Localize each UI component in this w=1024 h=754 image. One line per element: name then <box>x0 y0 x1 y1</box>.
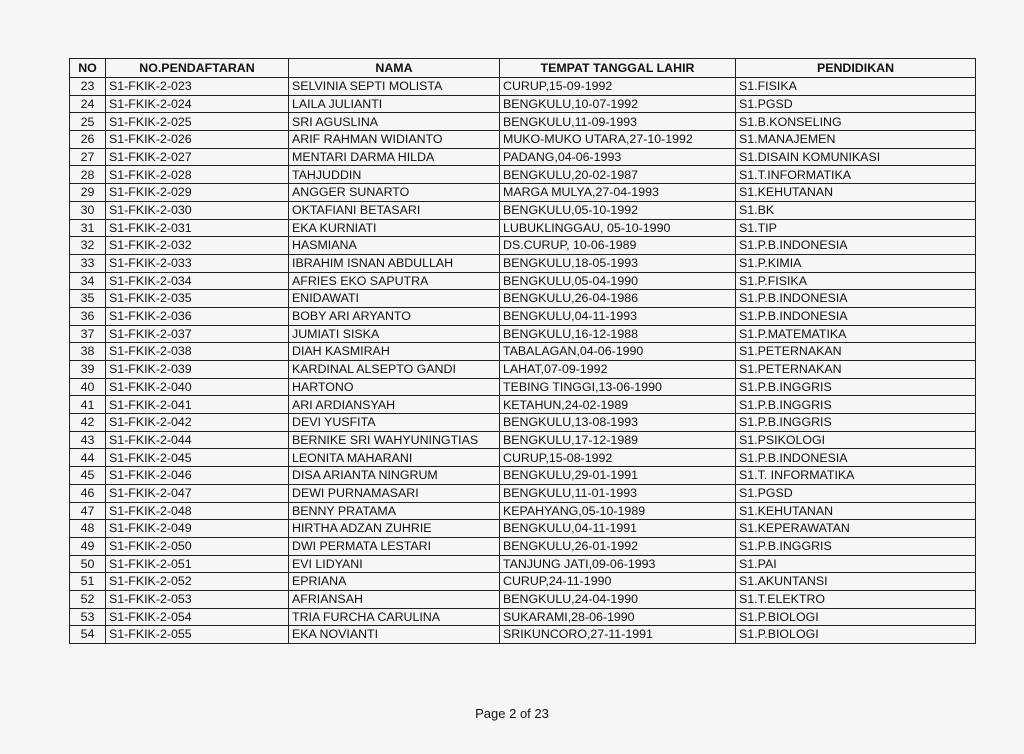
cell-no: 53 <box>70 608 106 626</box>
cell-name: ARI ARDIANSYAH <box>289 396 500 414</box>
cell-no: 27 <box>70 148 106 166</box>
cell-registration-number: S1-FKIK-2-054 <box>106 608 289 626</box>
cell-birth-place-date: BENGKULU,29-01-1991 <box>500 467 736 485</box>
cell-education: S1.AKUNTANSI <box>736 573 976 591</box>
table-row <box>70 502 976 520</box>
cell-registration-number: S1-FKIK-2-036 <box>106 307 289 325</box>
cell-education: S1.P.B.INGGRIS <box>736 378 976 396</box>
cell-name: AFRIANSAH <box>289 590 500 608</box>
cell-birth-place-date: BENGKULU,26-01-1992 <box>500 537 736 555</box>
table-row <box>70 467 976 485</box>
cell-registration-number: S1-FKIK-2-055 <box>106 626 289 644</box>
cell-education: S1.DISAIN KOMUNIKASI <box>736 148 976 166</box>
cell-education: S1.KEHUTANAN <box>736 184 976 202</box>
cell-no: 44 <box>70 449 106 467</box>
header-no: NO <box>70 59 106 78</box>
cell-birth-place-date: BENGKULU,04-11-1993 <box>500 307 736 325</box>
cell-birth-place-date: BENGKULU,13-08-1993 <box>500 414 736 432</box>
cell-education: S1.KEPERAWATAN <box>736 520 976 538</box>
cell-registration-number: S1-FKIK-2-032 <box>106 237 289 255</box>
table-row <box>70 537 976 555</box>
cell-education: S1.P.B.INGGRIS <box>736 414 976 432</box>
cell-birth-place-date: PADANG,04-06-1993 <box>500 148 736 166</box>
cell-registration-number: S1-FKIK-2-024 <box>106 95 289 113</box>
table-row <box>70 378 976 396</box>
cell-education: S1.TIP <box>736 219 976 237</box>
cell-name: TRIA FURCHA CARULINA <box>289 608 500 626</box>
cell-birth-place-date: SUKARAMI,28-06-1990 <box>500 608 736 626</box>
cell-registration-number: S1-FKIK-2-051 <box>106 555 289 573</box>
registration-table <box>69 58 976 644</box>
cell-education: S1.T.ELEKTRO <box>736 590 976 608</box>
cell-name: SELVINIA SEPTI MOLISTA <box>289 78 500 96</box>
table-row <box>70 626 976 644</box>
cell-no: 30 <box>70 201 106 219</box>
table-row <box>70 307 976 325</box>
cell-registration-number: S1-FKIK-2-026 <box>106 131 289 149</box>
cell-no: 36 <box>70 307 106 325</box>
cell-birth-place-date: BENGKULU,04-11-1991 <box>500 520 736 538</box>
cell-registration-number: S1-FKIK-2-033 <box>106 254 289 272</box>
cell-registration-number: S1-FKIK-2-050 <box>106 537 289 555</box>
page-number: Page 2 of 23 <box>475 706 549 721</box>
cell-name: ARIF RAHMAN WIDIANTO <box>289 131 500 149</box>
cell-no: 52 <box>70 590 106 608</box>
table-row <box>70 361 976 379</box>
cell-registration-number: S1-FKIK-2-049 <box>106 520 289 538</box>
table-row <box>70 113 976 131</box>
cell-name: SRI AGUSLINA <box>289 113 500 131</box>
cell-registration-number: S1-FKIK-2-046 <box>106 467 289 485</box>
table-row <box>70 555 976 573</box>
cell-education: S1.BK <box>736 201 976 219</box>
cell-name: EVI LIDYANI <box>289 555 500 573</box>
table-row <box>70 414 976 432</box>
cell-birth-place-date: BENGKULU,16-12-1988 <box>500 325 736 343</box>
cell-registration-number: S1-FKIK-2-040 <box>106 378 289 396</box>
cell-no: 46 <box>70 484 106 502</box>
cell-registration-number: S1-FKIK-2-025 <box>106 113 289 131</box>
cell-education: S1.P.KIMIA <box>736 254 976 272</box>
cell-birth-place-date: BENGKULU,20-02-1987 <box>500 166 736 184</box>
cell-education: S1.PSIKOLOGI <box>736 431 976 449</box>
cell-no: 37 <box>70 325 106 343</box>
cell-birth-place-date: DS.CURUP, 10-06-1989 <box>500 237 736 255</box>
table-row <box>70 166 976 184</box>
table-row <box>70 237 976 255</box>
cell-education: S1.P.B.INGGRIS <box>736 396 976 414</box>
cell-registration-number: S1-FKIK-2-023 <box>106 78 289 96</box>
cell-name: DEWI PURNAMASARI <box>289 484 500 502</box>
table-row <box>70 148 976 166</box>
cell-name: HIRTHA ADZAN ZUHRIE <box>289 520 500 538</box>
cell-no: 26 <box>70 131 106 149</box>
cell-education: S1.P.FISIKA <box>736 272 976 290</box>
cell-name: IBRAHIM ISNAN ABDULLAH <box>289 254 500 272</box>
cell-education: S1.P.BIOLOGI <box>736 626 976 644</box>
header-registration-number: NO.PENDAFTARAN <box>106 59 289 78</box>
cell-name: LEONITA MAHARANI <box>289 449 500 467</box>
cell-birth-place-date: LAHAT,07-09-1992 <box>500 361 736 379</box>
cell-no: 54 <box>70 626 106 644</box>
cell-name: OKTAFIANI BETASARI <box>289 201 500 219</box>
cell-education: S1.P.B.INDONESIA <box>736 237 976 255</box>
cell-name: BERNIKE SRI WAHYUNINGTIAS <box>289 431 500 449</box>
cell-registration-number: S1-FKIK-2-044 <box>106 431 289 449</box>
cell-no: 34 <box>70 272 106 290</box>
cell-registration-number: S1-FKIK-2-027 <box>106 148 289 166</box>
cell-name: TAHJUDDIN <box>289 166 500 184</box>
cell-registration-number: S1-FKIK-2-042 <box>106 414 289 432</box>
table-row <box>70 219 976 237</box>
cell-education: S1.FISIKA <box>736 78 976 96</box>
header-name: NAMA <box>289 59 500 78</box>
cell-name: ENIDAWATI <box>289 290 500 308</box>
table-row <box>70 396 976 414</box>
cell-name: ANGGER SUNARTO <box>289 184 500 202</box>
cell-no: 28 <box>70 166 106 184</box>
cell-education: S1.PETERNAKAN <box>736 361 976 379</box>
cell-education: S1.KEHUTANAN <box>736 502 976 520</box>
cell-education: S1.P.B.INDONESIA <box>736 449 976 467</box>
cell-no: 51 <box>70 573 106 591</box>
cell-no: 48 <box>70 520 106 538</box>
cell-education: S1.T.INFORMATIKA <box>736 166 976 184</box>
cell-birth-place-date: SRIKUNCORO,27-11-1991 <box>500 626 736 644</box>
cell-no: 25 <box>70 113 106 131</box>
cell-name: HASMIANA <box>289 237 500 255</box>
table-row <box>70 590 976 608</box>
cell-education: S1.P.B.INGGRIS <box>736 537 976 555</box>
cell-education: S1.P.MATEMATIKA <box>736 325 976 343</box>
cell-name: HARTONO <box>289 378 500 396</box>
cell-no: 23 <box>70 78 106 96</box>
cell-name: BENNY PRATAMA <box>289 502 500 520</box>
cell-name: DIAH KASMIRAH <box>289 343 500 361</box>
cell-education: S1.B.KONSELING <box>736 113 976 131</box>
cell-education: S1.PGSD <box>736 484 976 502</box>
cell-no: 33 <box>70 254 106 272</box>
cell-birth-place-date: CURUP,15-08-1992 <box>500 449 736 467</box>
cell-education: S1.PETERNAKAN <box>736 343 976 361</box>
cell-registration-number: S1-FKIK-2-030 <box>106 201 289 219</box>
cell-birth-place-date: TANJUNG JATI,09-06-1993 <box>500 555 736 573</box>
cell-no: 41 <box>70 396 106 414</box>
cell-name: EKA KURNIATI <box>289 219 500 237</box>
cell-registration-number: S1-FKIK-2-039 <box>106 361 289 379</box>
cell-birth-place-date: KETAHUN,24-02-1989 <box>500 396 736 414</box>
cell-no: 47 <box>70 502 106 520</box>
cell-registration-number: S1-FKIK-2-029 <box>106 184 289 202</box>
cell-name: DEVI YUSFITA <box>289 414 500 432</box>
cell-education: S1.P.B.INDONESIA <box>736 290 976 308</box>
table-row <box>70 78 976 96</box>
cell-birth-place-date: TABALAGAN,04-06-1990 <box>500 343 736 361</box>
cell-birth-place-date: BENGKULU,10-07-1992 <box>500 95 736 113</box>
cell-name: LAILA JULIANTI <box>289 95 500 113</box>
cell-registration-number: S1-FKIK-2-028 <box>106 166 289 184</box>
cell-registration-number: S1-FKIK-2-045 <box>106 449 289 467</box>
cell-birth-place-date: LUBUKLINGGAU, 05-10-1990 <box>500 219 736 237</box>
cell-name: BOBY ARI ARYANTO <box>289 307 500 325</box>
cell-birth-place-date: CURUP,24-11-1990 <box>500 573 736 591</box>
cell-no: 40 <box>70 378 106 396</box>
table-row <box>70 254 976 272</box>
table-row <box>70 131 976 149</box>
table-row <box>70 343 976 361</box>
table-row <box>70 290 976 308</box>
table-row <box>70 449 976 467</box>
cell-registration-number: S1-FKIK-2-038 <box>106 343 289 361</box>
cell-birth-place-date: BENGKULU,26-04-1986 <box>500 290 736 308</box>
table-row <box>70 520 976 538</box>
cell-education: S1.PGSD <box>736 95 976 113</box>
cell-registration-number: S1-FKIK-2-035 <box>106 290 289 308</box>
header-education: PENDIDIKAN <box>736 59 976 78</box>
table-row <box>70 325 976 343</box>
table-row <box>70 484 976 502</box>
cell-registration-number: S1-FKIK-2-041 <box>106 396 289 414</box>
table-row <box>70 573 976 591</box>
table-row <box>70 272 976 290</box>
cell-birth-place-date: CURUP,15-09-1992 <box>500 78 736 96</box>
cell-registration-number: S1-FKIK-2-048 <box>106 502 289 520</box>
cell-name: EPRIANA <box>289 573 500 591</box>
cell-birth-place-date: BENGKULU,11-01-1993 <box>500 484 736 502</box>
table-body <box>70 78 976 644</box>
cell-birth-place-date: BENGKULU,17-12-1989 <box>500 431 736 449</box>
table-row <box>70 184 976 202</box>
cell-registration-number: S1-FKIK-2-053 <box>106 590 289 608</box>
cell-name: DISA ARIANTA NINGRUM <box>289 467 500 485</box>
cell-birth-place-date: TEBING TINGGI,13-06-1990 <box>500 378 736 396</box>
table-row <box>70 201 976 219</box>
cell-birth-place-date: BENGKULU,11-09-1993 <box>500 113 736 131</box>
cell-birth-place-date: BENGKULU,24-04-1990 <box>500 590 736 608</box>
cell-no: 43 <box>70 431 106 449</box>
cell-no: 29 <box>70 184 106 202</box>
cell-birth-place-date: BENGKULU,05-04-1990 <box>500 272 736 290</box>
cell-no: 45 <box>70 467 106 485</box>
cell-no: 32 <box>70 237 106 255</box>
cell-name: EKA NOVIANTI <box>289 626 500 644</box>
cell-no: 35 <box>70 290 106 308</box>
cell-education: S1.T. INFORMATIKA <box>736 467 976 485</box>
cell-birth-place-date: BENGKULU,05-10-1992 <box>500 201 736 219</box>
cell-education: S1.MANAJEMEN <box>736 131 976 149</box>
cell-no: 38 <box>70 343 106 361</box>
cell-registration-number: S1-FKIK-2-034 <box>106 272 289 290</box>
cell-no: 39 <box>70 361 106 379</box>
cell-name: MENTARI DARMA HILDA <box>289 148 500 166</box>
cell-no: 50 <box>70 555 106 573</box>
cell-birth-place-date: BENGKULU,18-05-1993 <box>500 254 736 272</box>
cell-birth-place-date: MUKO-MUKO UTARA,27-10-1992 <box>500 131 736 149</box>
cell-registration-number: S1-FKIK-2-031 <box>106 219 289 237</box>
cell-education: S1.P.B.INDONESIA <box>736 307 976 325</box>
cell-registration-number: S1-FKIK-2-037 <box>106 325 289 343</box>
table-row <box>70 431 976 449</box>
cell-no: 24 <box>70 95 106 113</box>
cell-education: S1.PAI <box>736 555 976 573</box>
cell-registration-number: S1-FKIK-2-052 <box>106 573 289 591</box>
header-birth-place-date: TEMPAT TANGGAL LAHIR <box>500 59 736 78</box>
cell-birth-place-date: KEPAHYANG,05-10-1989 <box>500 502 736 520</box>
table-row <box>70 95 976 113</box>
cell-no: 49 <box>70 537 106 555</box>
cell-name: JUMIATI SISKA <box>289 325 500 343</box>
cell-name: KARDINAL ALSEPTO GANDI <box>289 361 500 379</box>
cell-name: DWI PERMATA LESTARI <box>289 537 500 555</box>
cell-no: 42 <box>70 414 106 432</box>
cell-birth-place-date: MARGA MULYA,27-04-1993 <box>500 184 736 202</box>
table-row <box>70 608 976 626</box>
cell-no: 31 <box>70 219 106 237</box>
cell-name: AFRIES EKO SAPUTRA <box>289 272 500 290</box>
table-header-row <box>70 59 976 78</box>
cell-education: S1.P.BIOLOGI <box>736 608 976 626</box>
cell-registration-number: S1-FKIK-2-047 <box>106 484 289 502</box>
